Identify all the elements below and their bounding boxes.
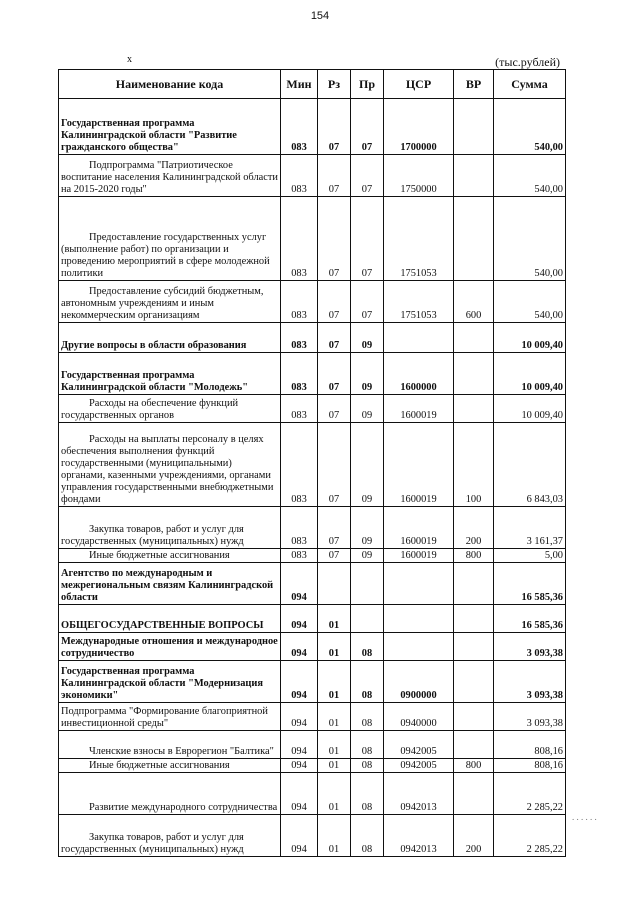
cell-vr (454, 661, 494, 703)
row-label: Государственная программа Калининградской области "Модернизация экономики" (61, 666, 264, 701)
cell-csr: 1600019 (384, 395, 454, 423)
row-label: Государственная программа Калининградской области "Молодежь" (61, 370, 248, 393)
cell-csr: 0942005 (384, 731, 454, 759)
row-label: Агентство по международным и межрегиональным связям Калининградской области (61, 568, 274, 603)
cell-pr: 09 (351, 353, 384, 395)
cell-name (59, 281, 281, 323)
cell-min: 083 (281, 99, 318, 155)
table-row (59, 661, 566, 703)
cell-name (59, 549, 281, 563)
cell-pr: 07 (351, 99, 384, 155)
cell-pr: 08 (351, 661, 384, 703)
cell-rz: 07 (318, 549, 351, 563)
table-row (59, 155, 566, 197)
cell-sum: 10 009,40 (494, 353, 566, 395)
table-row (59, 99, 566, 155)
row-label: Международные отношения и международное сотрудничество (61, 636, 278, 659)
cell-name (59, 815, 281, 857)
cell-rz: 01 (318, 661, 351, 703)
row-label: Развитие международного сотрудничества (89, 802, 278, 813)
cell-name (59, 197, 281, 281)
cell-rz: 07 (318, 323, 351, 353)
cell-sum: 540,00 (494, 155, 566, 197)
row-label: Иные бюджетные ассигнования (89, 760, 230, 771)
cell-csr: 0942005 (384, 759, 454, 773)
cell-vr (454, 323, 494, 353)
cell-rz: 07 (318, 507, 351, 549)
cell-vr: 200 (454, 815, 494, 857)
cell-sum: 6 843,03 (494, 423, 566, 507)
cell-min: 083 (281, 323, 318, 353)
cell-name (59, 99, 281, 155)
cell-vr: 800 (454, 549, 494, 563)
cell-name (59, 703, 281, 731)
cell-name (59, 605, 281, 633)
cell-pr: 08 (351, 731, 384, 759)
cell-name (59, 395, 281, 423)
cell-sum: 3 093,38 (494, 703, 566, 731)
cell-vr (454, 773, 494, 815)
cell-sum: 2 285,22 (494, 815, 566, 857)
cell-sum: 16 585,36 (494, 605, 566, 633)
cell-rz: 07 (318, 423, 351, 507)
cell-rz: 01 (318, 633, 351, 661)
cell-vr: 200 (454, 507, 494, 549)
cell-sum: 2 285,22 (494, 773, 566, 815)
cell-pr: 07 (351, 155, 384, 197)
cell-sum: 808,16 (494, 759, 566, 773)
cell-sum: 16 585,36 (494, 563, 566, 605)
cell-pr: 09 (351, 549, 384, 563)
units-note: (тыс.рублей) (495, 55, 560, 69)
header-csr: ЦСР (384, 70, 454, 99)
cell-pr: 07 (351, 197, 384, 281)
table-row (59, 731, 566, 759)
cell-pr: 09 (351, 323, 384, 353)
cell-rz: 07 (318, 353, 351, 395)
cell-vr (454, 731, 494, 759)
row-label: Закупка товаров, работ и услуг для государственных (муниципальных) нужд (61, 832, 244, 855)
table-row (59, 549, 566, 563)
cell-sum: 10 009,40 (494, 323, 566, 353)
cell-min: 094 (281, 773, 318, 815)
page-number: 154 (310, 10, 330, 22)
cell-sum: 3 093,38 (494, 661, 566, 703)
cell-rz: 01 (318, 759, 351, 773)
row-label: Членские взносы в Еврорегион "Балтика" (89, 746, 274, 757)
cell-sum: 540,00 (494, 99, 566, 155)
cell-csr: 1751053 (384, 197, 454, 281)
cell-pr (351, 605, 384, 633)
row-label: Иные бюджетные ассигнования (89, 550, 230, 561)
header-rz: Рз (318, 70, 351, 99)
cell-csr: 1700000 (384, 99, 454, 155)
cell-vr (454, 605, 494, 633)
cell-sum: 3 161,37 (494, 507, 566, 549)
cell-name (59, 155, 281, 197)
table-row (59, 759, 566, 773)
cell-rz: 07 (318, 155, 351, 197)
cell-csr: 0940000 (384, 703, 454, 731)
cell-name (59, 759, 281, 773)
cell-min: 094 (281, 633, 318, 661)
cell-vr (454, 395, 494, 423)
cell-min: 083 (281, 423, 318, 507)
table-row (59, 605, 566, 633)
cell-rz: 01 (318, 815, 351, 857)
table-row (59, 773, 566, 815)
cell-name (59, 323, 281, 353)
header-pr: Пр (351, 70, 384, 99)
cell-rz: 07 (318, 197, 351, 281)
cell-min: 094 (281, 563, 318, 605)
cell-min: 094 (281, 661, 318, 703)
row-label: Подпрограмма "Формирование благоприятной инвестиционной среды" (61, 706, 268, 729)
table-row (59, 703, 566, 731)
cell-rz: 07 (318, 99, 351, 155)
header-name: Наименование кода (59, 70, 281, 99)
table-row (59, 633, 566, 661)
cell-csr (384, 323, 454, 353)
header-min: Мин (281, 70, 318, 99)
cell-rz: 01 (318, 703, 351, 731)
cell-csr: 1750000 (384, 155, 454, 197)
cell-sum: 3 093,38 (494, 633, 566, 661)
cell-vr (454, 703, 494, 731)
cell-min: 083 (281, 395, 318, 423)
cell-vr: 800 (454, 759, 494, 773)
cell-pr: 09 (351, 507, 384, 549)
cell-name (59, 507, 281, 549)
cell-vr (454, 197, 494, 281)
cell-rz (318, 563, 351, 605)
cell-sum: 10 009,40 (494, 395, 566, 423)
cell-min: 083 (281, 549, 318, 563)
cell-min: 083 (281, 507, 318, 549)
table-header-row (59, 70, 566, 99)
table-row (59, 815, 566, 857)
cell-csr: 0942013 (384, 815, 454, 857)
cell-pr: 08 (351, 773, 384, 815)
cell-pr: 09 (351, 395, 384, 423)
cell-csr (384, 605, 454, 633)
header-vr: ВР (454, 70, 494, 99)
cell-min: 083 (281, 353, 318, 395)
cell-sum: 540,00 (494, 281, 566, 323)
cell-min: 083 (281, 155, 318, 197)
table-row (59, 507, 566, 549)
cell-csr (384, 633, 454, 661)
row-label: Расходы на обеспечение функций государственных органов (61, 398, 239, 421)
cell-name (59, 633, 281, 661)
row-label: ОБЩЕГОСУДАРСТВЕННЫЕ ВОПРОСЫ (61, 620, 264, 631)
cell-pr: 09 (351, 423, 384, 507)
cell-pr: 08 (351, 815, 384, 857)
row-label: Расходы на выплаты персоналу в целях обеспечения выполнения функций государственными (муниципальными) органами, казенными учреждениями, органами управления государственными внебюджетными фондами (61, 434, 274, 505)
cell-csr (384, 563, 454, 605)
cell-vr (454, 353, 494, 395)
cell-pr: 08 (351, 759, 384, 773)
cell-csr: 1600019 (384, 507, 454, 549)
budget-table (58, 69, 566, 857)
cell-vr (454, 563, 494, 605)
cell-sum: 5,00 (494, 549, 566, 563)
cell-sum: 808,16 (494, 731, 566, 759)
cell-min: 094 (281, 815, 318, 857)
cell-csr: 0942013 (384, 773, 454, 815)
cell-name (59, 731, 281, 759)
cell-rz: 01 (318, 773, 351, 815)
cell-name (59, 423, 281, 507)
cell-pr: 08 (351, 703, 384, 731)
row-label: Подпрограмма "Патриотическое воспитание населения Калининградской области на 2015-2020 годы" (61, 160, 278, 195)
cell-min: 094 (281, 759, 318, 773)
table-row (59, 323, 566, 353)
cell-csr: 1600019 (384, 423, 454, 507)
table-row (59, 281, 566, 323)
cell-min: 094 (281, 703, 318, 731)
table-row (59, 563, 566, 605)
cell-min: 083 (281, 281, 318, 323)
cell-name (59, 661, 281, 703)
corner-mark: х (127, 54, 132, 65)
cell-name (59, 353, 281, 395)
cell-pr: 07 (351, 281, 384, 323)
cell-vr: 100 (454, 423, 494, 507)
cell-vr (454, 155, 494, 197)
cell-name (59, 563, 281, 605)
table-row (59, 353, 566, 395)
table-row (59, 423, 566, 507)
cell-min: 094 (281, 605, 318, 633)
cell-rz: 01 (318, 731, 351, 759)
cell-min: 083 (281, 197, 318, 281)
cell-csr: 0900000 (384, 661, 454, 703)
cell-pr: 08 (351, 633, 384, 661)
cell-rz: 07 (318, 395, 351, 423)
cell-vr (454, 633, 494, 661)
cell-vr (454, 99, 494, 155)
cell-pr (351, 563, 384, 605)
cell-csr: 1751053 (384, 281, 454, 323)
row-label: Предоставление субсидий бюджетным, автономным учреждениям и иным некоммерческим организациям (61, 286, 264, 321)
cell-rz: 01 (318, 605, 351, 633)
header-sum: Сумма (494, 70, 566, 99)
scan-artifact: . . . . . . (572, 812, 597, 822)
cell-name (59, 773, 281, 815)
row-label: Закупка товаров, работ и услуг для государственных (муниципальных) нужд (61, 524, 244, 547)
cell-min: 094 (281, 731, 318, 759)
cell-rz: 07 (318, 281, 351, 323)
cell-vr: 600 (454, 281, 494, 323)
row-label: Государственная программа Калининградской области "Развитие гражданского общества" (61, 118, 237, 153)
cell-csr: 1600019 (384, 549, 454, 563)
row-label: Другие вопросы в области образования (61, 340, 247, 351)
table-row (59, 197, 566, 281)
table-row (59, 395, 566, 423)
cell-csr: 1600000 (384, 353, 454, 395)
cell-sum: 540,00 (494, 197, 566, 281)
row-label: Предоставление государственных услуг (выполнение работ) по организации и проведению мероприятий в сфере молодежной политики (61, 232, 270, 279)
